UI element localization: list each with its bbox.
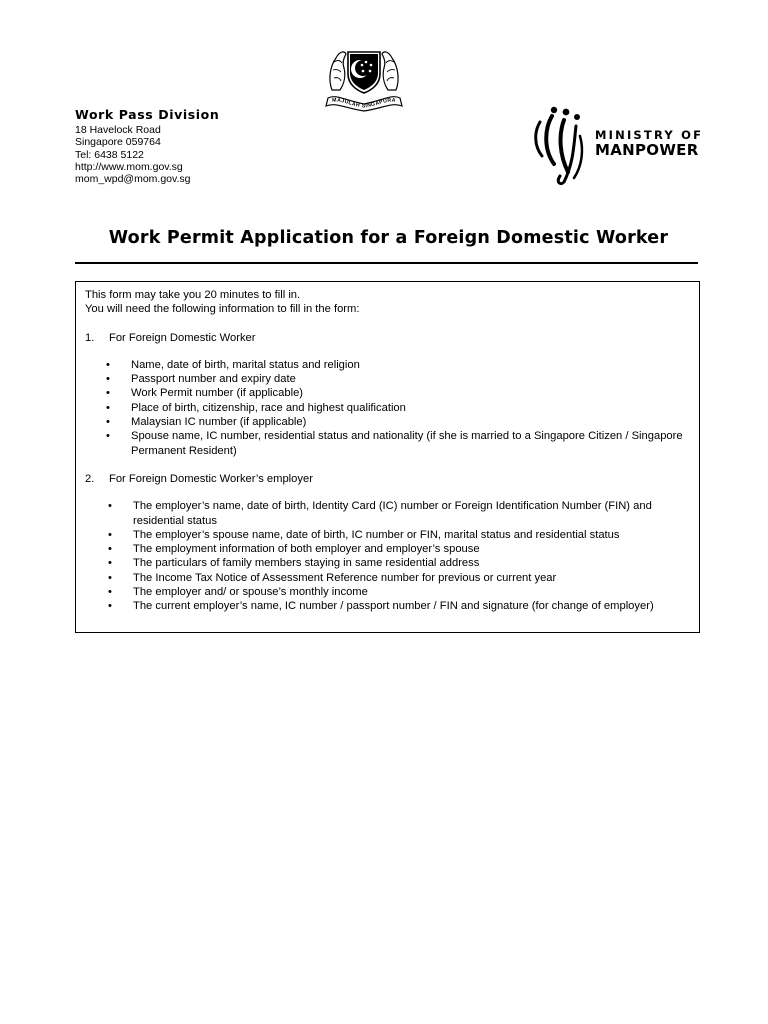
list-item: • Name, date of birth, marital status and religion: [106, 358, 360, 371]
bullet-icon: •: [108, 571, 112, 584]
list-item: • The employment information of both employer and employer’s spouse: [108, 543, 480, 556]
telephone-line: Tel: 6438 5122: [75, 148, 144, 161]
section-heading: [85, 472, 690, 486]
list-item: • Spouse name, IC number, residential status and nationality (if she is married to a Singapore Citizen / Singapore Permanent Resident): [106, 430, 683, 457]
logo-line-ministry-of: MINISTRY OF: [595, 128, 704, 142]
bullet-icon: •: [106, 416, 110, 429]
bullet-icon: •: [106, 401, 110, 414]
intro-line: This form may take you 20 minutes to fill in.: [85, 289, 301, 301]
list-item: • The Income Tax Notice of Assessment Reference number for previous or current year: [108, 571, 557, 584]
list-item: • Passport number and expiry date: [106, 373, 296, 386]
bullet-icon: •: [108, 600, 112, 613]
bullet-icon: •: [108, 500, 112, 513]
ministry-logo-text: [595, 128, 703, 158]
bullet-icon: •: [108, 528, 112, 541]
title-divider: [75, 262, 698, 264]
bullet-icon: •: [106, 387, 110, 400]
division-title: Work Pass Division: [75, 107, 220, 122]
bullet-icon: •: [108, 557, 112, 570]
list-item: • The employer’s spouse name, date of birth, IC number or FIN, marital status and residential status: [108, 528, 620, 541]
list-item: • The particulars of family members staying in same residential address: [108, 557, 480, 570]
section-heading-text: For Foreign Domestic Worker’s employer: [109, 472, 313, 485]
list-item: • The employer’s name, date of birth, Identity Card (IC) number or Foreign Identification Number (FIN) and residential status: [108, 500, 652, 527]
list-item: • Malaysian IC number (if applicable): [106, 416, 307, 429]
email-line: mom_wpd@mom.gov.sg: [75, 173, 191, 186]
list-item: • Work Permit number (if applicable): [106, 387, 304, 400]
address-line: 18 Havelock Road: [75, 124, 161, 137]
bullet-icon: •: [106, 430, 110, 443]
section-number: 1.: [85, 331, 95, 344]
section-heading: [85, 331, 690, 345]
worker-info-list: [85, 358, 690, 458]
info-box: [75, 281, 700, 633]
employer-info-list: [85, 499, 690, 613]
intro-line: You will need the following information to fill in the form:: [85, 303, 360, 316]
list-item: • The employer and/ or spouse’s monthly income: [108, 586, 368, 599]
section-heading-text: For Foreign Domestic Worker: [109, 331, 256, 344]
form-title: Work Permit Application for a Foreign Domestic Worker: [108, 228, 669, 248]
address-line: Singapore 059764: [75, 136, 161, 149]
division-address-block: [75, 109, 219, 185]
bullet-icon: •: [108, 586, 112, 599]
logo-line-manpower: MANPOWER: [595, 141, 699, 159]
list-item: • Place of birth, citizenship, race and highest qualification: [106, 401, 406, 414]
crest-motto: MAJULAH SINGAPURA: [332, 97, 397, 110]
list-item: • The current employer’s name, IC number / passport number / FIN and signature (for change of employer): [108, 600, 654, 613]
website-line: http://www.mom.gov.sg: [75, 160, 183, 173]
singapore-coat-of-arms-icon: [322, 42, 406, 112]
section-number: 2.: [85, 472, 95, 485]
bullet-icon: •: [106, 358, 110, 371]
bullet-icon: •: [108, 543, 112, 556]
bullet-icon: •: [106, 373, 110, 386]
